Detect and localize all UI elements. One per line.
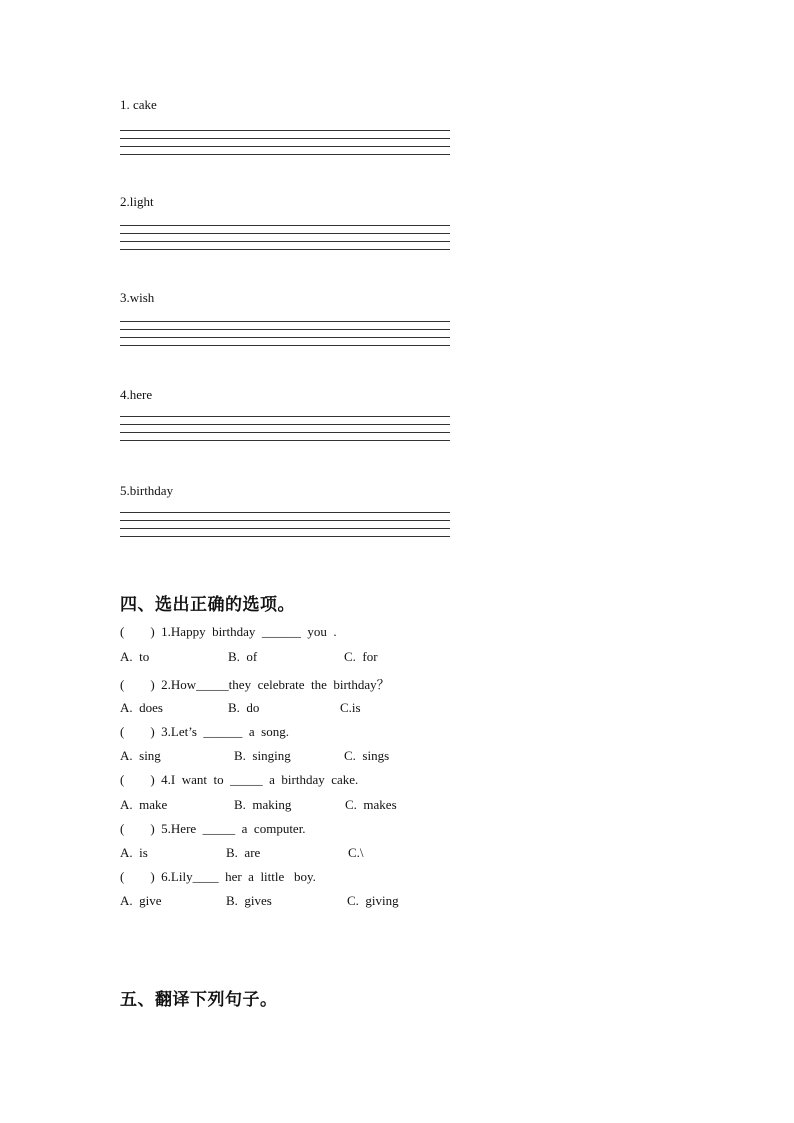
option-b: B. making — [234, 797, 292, 812]
option-a: A. give — [120, 893, 162, 908]
word-light: 2.light — [120, 194, 154, 209]
question-3: ( ) 3.Let’s ______ a song. — [120, 724, 289, 739]
option-c: C. sings — [344, 748, 390, 763]
word-birthday: 5.birthday — [120, 483, 174, 498]
word-here: 4.here — [120, 387, 153, 402]
word-wish: 3.wish — [120, 290, 155, 305]
option-b: B. gives — [226, 893, 272, 908]
option-a: A. to — [120, 649, 150, 664]
option-b: B. singing — [234, 748, 291, 763]
option-b: B. are — [226, 845, 261, 860]
writing-lines — [120, 130, 450, 156]
question-1: ( ) 1.Happy birthday ______ you . — [120, 624, 337, 639]
option-a: A. is — [120, 845, 148, 860]
option-c: C.is — [340, 700, 361, 715]
question-6: ( ) 6.Lily____ her a little boy. — [120, 869, 316, 884]
writing-lines — [120, 416, 450, 442]
option-a: A. sing — [120, 748, 161, 763]
question-2: ( ) 2.How_____they celebrate the birthday？ — [120, 677, 390, 692]
section-4-title: 四、选出正确的选项。 — [120, 595, 295, 615]
writing-lines — [120, 225, 450, 251]
writing-lines — [120, 512, 450, 538]
question-5: ( ) 5.Here _____ a computer. — [120, 821, 306, 836]
option-a: A. does — [120, 700, 163, 715]
option-c: C. giving — [347, 893, 399, 908]
question-4: ( ) 4.I want to _____ a birthday cake. — [120, 772, 359, 787]
option-b: B. of — [228, 649, 258, 664]
option-b: B. do — [228, 700, 260, 715]
section-5-title: 五、翻译下列句子。 — [120, 990, 278, 1010]
option-c: C.\ — [348, 845, 364, 860]
option-c: C. makes — [345, 797, 397, 812]
option-c: C. for — [344, 649, 378, 664]
word-cake: 1. cake — [120, 97, 157, 112]
option-a: A. make — [120, 797, 168, 812]
writing-lines — [120, 321, 450, 347]
